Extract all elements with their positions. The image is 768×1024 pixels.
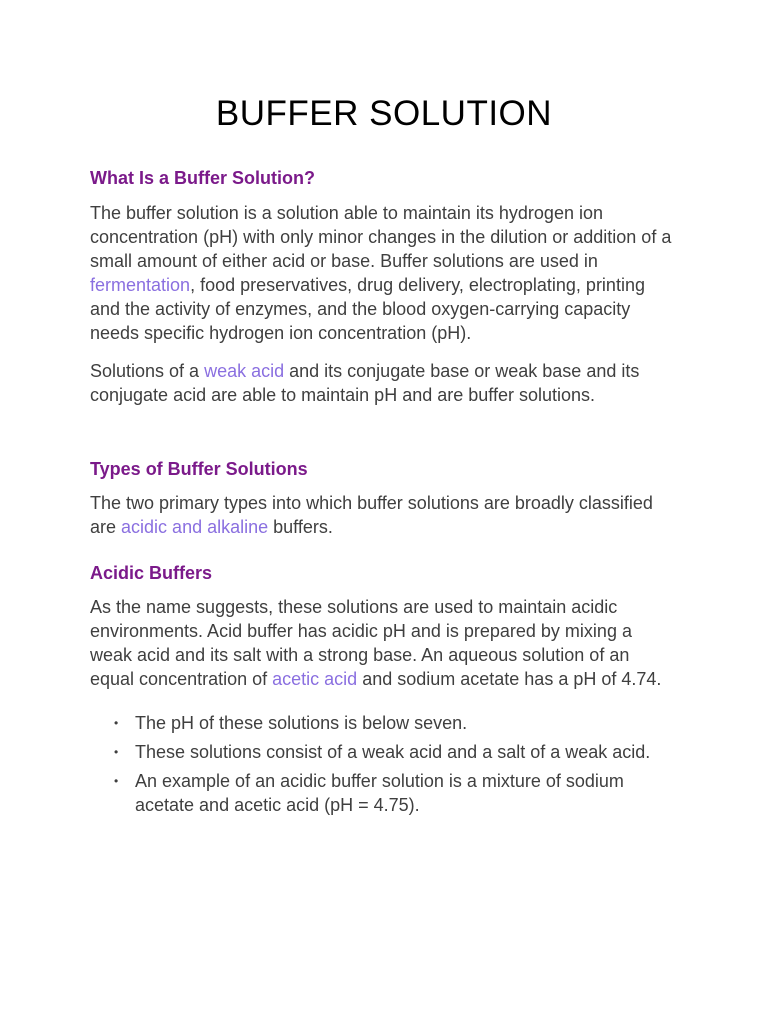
paragraph-types	[90, 491, 678, 539]
link-acetic-acid[interactable]: acetic acid	[272, 669, 358, 689]
paragraph-text: The buffer solution is a solution able to maintain its hydrogen ion concentration (pH) with only minor changes in the dilution or addition of a small amount of either acid or base. Buffer solutions are used in	[90, 203, 672, 271]
paragraph-text: and sodium acetate has a pH of 4.74.	[357, 669, 662, 689]
paragraph-text: and its conjugate base or weak base and its conjugate acid are able to maintain pH and are buffer solutions.	[90, 361, 640, 405]
paragraph-text: , food preservatives, drug delivery, electroplating, printing and the activity of enzymes, and the blood oxygen-carrying capacity needs specific hydrogen ion concentration (pH).	[90, 275, 645, 343]
section-heading-what-is-buffer: What Is a Buffer Solution?	[90, 168, 315, 188]
list-item	[90, 711, 678, 735]
bullet-icon: •	[114, 774, 119, 788]
bullet-icon: •	[114, 716, 119, 730]
list-item-text: The pH of these solutions is below seven.	[135, 713, 468, 733]
paragraph-text: As the name suggests, these solutions are used to maintain acidic environments. Acid buffer has acidic pH and is prepared by mixing a weak acid and its salt with a strong base. An aqueous solution of an equal concentration of	[90, 597, 632, 689]
document-title: BUFFER SOLUTION	[215, 94, 553, 133]
section-heading-acidic-buffers: Acidic Buffers	[90, 563, 213, 583]
paragraph-text: The two primary types into which buffer solutions are broadly classified are	[90, 493, 653, 537]
acidic-buffer-bullet-list	[90, 711, 678, 817]
paragraph-conjugate-pairs	[90, 359, 678, 407]
link-weak-acid[interactable]: weak acid	[204, 361, 285, 381]
paragraph-acidic-buffers	[90, 595, 678, 691]
list-item	[90, 769, 678, 817]
link-acidic-and-alkaline[interactable]: acidic and alkaline	[121, 517, 269, 537]
paragraph-buffer-definition	[90, 201, 678, 345]
paragraph-text: buffers.	[268, 517, 333, 537]
link-fermentation[interactable]: fermentation	[90, 275, 191, 295]
bullet-icon: •	[114, 745, 119, 759]
list-item-text: These solutions consist of a weak acid and a salt of a weak acid.	[135, 742, 651, 762]
paragraph-text: Solutions of a	[90, 361, 205, 381]
list-item	[90, 740, 678, 764]
section-heading-types: Types of Buffer Solutions	[90, 459, 308, 479]
list-item-text: An example of an acidic buffer solution is a mixture of sodium acetate and acetic acid (pH = 4.75).	[135, 771, 624, 815]
